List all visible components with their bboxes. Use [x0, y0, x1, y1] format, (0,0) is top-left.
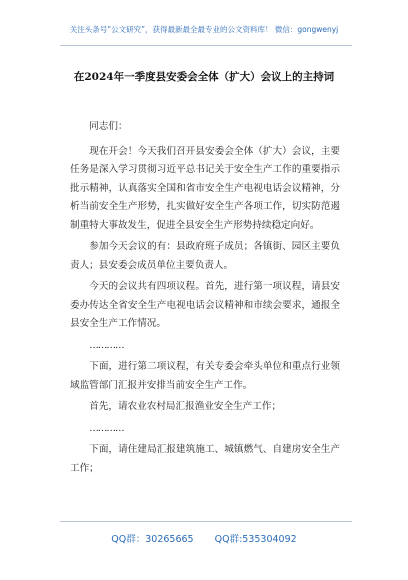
body-paragraph: 今天的会议共有四项议程。首先，进行第一项议程，请县安委办传达全省安全生产电视电话会议精神和市续会要求，通报全县安全生产工作情况。 [70, 281, 340, 329]
body-paragraph: 下面，进行第二项议程，有关专委会牵头单位和重点行业领域监管部门汇报并安排当前安全生产工作。 [70, 361, 340, 391]
ellipsis-paragraph: ………… [89, 339, 124, 351]
footer-qq-group-2: QQ群:535304092 [214, 534, 297, 545]
footer-divider [60, 521, 352, 522]
body-paragraph: 首先，请农业农村局汇报渔业安全生产工作； [89, 401, 282, 412]
body-paragraph: 现在开会！今天我们召开县安委会全体（扩大）会议，主要任务是深入学习贯彻习近平总书记关于安全生产工作的重要指示批示精神，认真落实全国和省市安全生产电视电话会议精神，分析当前安全生产形势，扎实做好安全生产各项工作，切实防范遏制重特大事故发生，促进全县安全生产形势持续稳定向好。 [70, 145, 340, 231]
document-body [70, 118, 340, 481]
ellipsis-paragraph: ………… [89, 422, 124, 434]
body-paragraph: 下面，请住建局汇报建筑施工、城镇燃气、自建房安全生产工作； [70, 444, 340, 474]
header-divider [60, 45, 352, 46]
body-paragraph: 参加今天会议的有：县政府班子成员；各镇街、园区主要负责人；县安委会成员单位主要负责人。 [70, 241, 340, 271]
document-title: 在2024年一季度县安委会全体（扩大）会议上的主持词 [73, 71, 335, 83]
footer [0, 531, 408, 545]
footer-qq-group-1: QQ群：30265665 [111, 534, 194, 545]
header-note: 关注头条号“公文研究”，获得最新最全最专业的公文资料库！ 微信：gongwenyj [69, 25, 339, 34]
greeting-paragraph: 同志们： [89, 121, 128, 132]
